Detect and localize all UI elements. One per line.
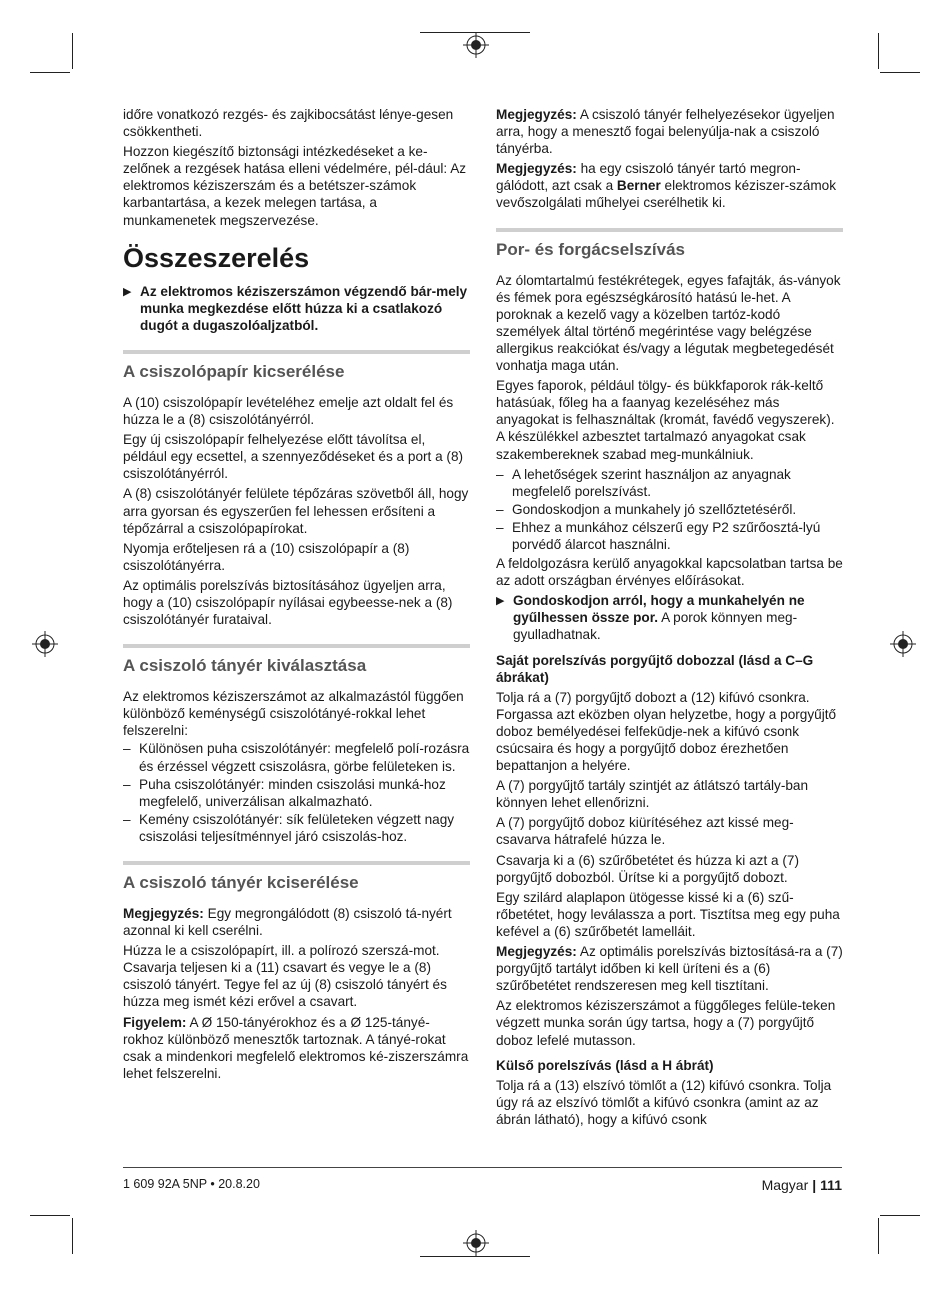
section-title: Összeszerelés — [123, 242, 310, 273]
registration-mark-icon — [463, 1230, 489, 1256]
crop-mark — [72, 1218, 73, 1254]
note-paragraph: Megjegyzés: Az optimális porelszívás biztosításá-ra a (7) porgyűjtő tartályt időben ki kell üríteni és a (6) szűrőbetétet rendszeresen meg kell tisztítani. — [496, 944, 843, 994]
paragraph: Az elektromos kéziszerszámot a függőleges felüle-teken végzett munka során úgy tartsa, hogy a (7) porgyűjtő doboz lefelé mutasson. — [496, 998, 836, 1048]
footer-separator: | — [812, 1177, 817, 1193]
subsection-heading: Külső porelszívás (lásd a H ábrát) — [496, 1057, 714, 1073]
safety-warning: ▶ Az elektromos kéziszerszámon végzendő bár-mely munka megkezdése előtt húzza ki a csatlakozó dugót a dugaszolóaljzatból. — [123, 283, 468, 333]
paragraph: Az elektromos kéziszerszámot az alkalmazástól függően különböző keménységű csiszolótányé-rokkal lehet felszerelni: — [123, 689, 464, 739]
list-item: – Puha csiszolótányér: minden csiszolási munká-hoz megfelelő, univerzálisan alkalmazható. — [123, 776, 446, 809]
list-item: – Gondoskodjon a munkahely jó szellőztetéséről. — [496, 501, 797, 517]
triangle-bullet-icon: ▶ — [496, 595, 505, 608]
crop-mark — [30, 1215, 70, 1216]
paragraph: A feldolgozásra kerülő anyagokkal kapcsolatban tartsa be az adott országban érvényes előírásokat. — [496, 556, 843, 589]
paragraph: Az optimális porelszívás biztosításához ügyeljen arra, hogy a (10) csiszolópapír nyílásai egybeesse-nek a (8) csiszolótányér furataival. — [123, 577, 453, 628]
section-heading: A csiszoló tányér kciserélése — [123, 861, 470, 893]
list-item: – Különösen puha csiszolótányér: megfelelő polí-rozásra és érzéssel végzett csiszolásra, görbe felületeken is. — [123, 741, 470, 774]
crop-mark — [880, 72, 920, 73]
paragraph: A (7) porgyűjtő tartály szintjét az átlátszó tartály-ban könnyen lehet ellenőrizni. — [496, 778, 809, 811]
registration-mark-icon — [32, 631, 58, 657]
registration-mark-icon — [463, 32, 489, 58]
list-item: – Kemény csiszolótányér: sík felületeken végzett nagy csiszolási teljesítménnyel járó csiszolás-hoz. — [123, 811, 455, 844]
note-paragraph: Megjegyzés: A csiszoló tányér felhelyezésekor ügyeljen arra, hogy a menesztő fogai belenyúlja-nak a csiszoló tányérba. — [496, 107, 835, 157]
crop-mark — [72, 33, 73, 69]
list-item: – Ehhez a munkához célszerű egy P2 szűrőosztá-lyú porvédő álarcot használni. — [496, 519, 821, 552]
paragraph: A (8) csiszolótányér felülete tépőzáras szövetből áll, hogy arra gyorsan és egyszerűen fel lehessen erősíteni a tépőzárral a csiszolópapírokat. — [123, 486, 469, 536]
intro-paragraph: időre vonatkozó rezgés- és zajkibocsátást lénye-gesen csökkentheti. — [123, 107, 454, 140]
crop-mark — [420, 1256, 530, 1257]
paragraph: A (10) csiszolópapír levételéhez emelje azt oldalt fel és húzza le a (8) csiszolótányérról. — [123, 394, 454, 428]
paragraph: Az ólomtartalmú festékrétegek, egyes fafajták, ás-ványok és fémek pora egészségkárosító hatású le-het. A poroknak a kezelő vagy a közelben tartóz-kodó személyek által történő megérintése vagy belégzése allergikus reakciókat és/vagy a légutak megbetegedését vonhatja maga után. — [496, 272, 841, 374]
paragraph: Tolja rá a (7) porgyűjtő dobozt a (12) kifúvó csonkra. Forgassa azt eközben olyan helyzetbe, hogy a porgyűjtő doboz bemélyedései felfekūdje-nek a kifúvó csonk csúcsaira és hogy a porgyűjtő doboz érezhetően bepattanjon a helyére. — [496, 689, 837, 774]
list-item: – A lehetőségek szerint használjon az anyagnak megfelelő porelszívást. — [496, 466, 791, 499]
triangle-bullet-icon: ▶ — [123, 285, 132, 298]
page-number: 111 — [820, 1177, 842, 1193]
attention-paragraph: Figyelem: A Ø 150-tányérokhoz és a Ø 125-tányé-rokhoz különböző menesztők tartoznak. A tányé-rokat csak a mindenkori megfelelő elektromos ké-ziszerszámra lehet felszerelni. — [123, 1014, 469, 1081]
intro-paragraph: Hozzon kiegészítő biztonsági intézkedéseket a ke-zelőnek a rezgések hatása elleni védelmére, pél-dául: Az elektromos kéziszerszám és a betétszer-számok karbantartása, a kezek melegen tartása, a munkamenetek megszervezése. — [123, 144, 467, 228]
section-heading: A csiszoló tányér kiválasztása — [123, 644, 470, 676]
doc-code: 1 609 92A 5NP • 20.8.20 — [123, 1177, 260, 1191]
crop-mark — [878, 33, 879, 69]
right-column — [496, 106, 843, 1131]
paragraph: Csavarja ki a (6) szűrőbetétet és húzza ki azt a (7) porgyűjtő dobozból. Ürítse ki a porgyűjtő dobozt. — [496, 852, 799, 885]
paragraph: A (7) porgyűjtő doboz kiürítéséhez azt kissé meg-csavarva hátrafelé húzza le. — [496, 815, 794, 848]
paragraph: Egyes faporok, például tölgy- és bükkfaporok rák-keltő hatásúak, főleg ha a faanyag kezeléséhez más anyagokat is felhasználtak (kromát, favédő vegyszerek). A készülékkel azbesztet tartalmazó anyagokat csak szakembereknek szabad meg-munkálniuk. — [496, 378, 835, 462]
page-footer — [762, 1177, 842, 1193]
paragraph: Húzza le a csiszolópapírt, ill. a polírozó szerszá-mot. Csavarja teljesen ki a (11) csavart és vegye le a (8) csiszoló tányért. Tegye fel az új (8) csiszoló tányért és húzza meg ismét kézi erővel a csavart. — [123, 943, 447, 1010]
crop-mark — [878, 1218, 879, 1254]
safety-warning: ▶ Gondoskodjon arról, hogy a munkahelyén ne gyűlhessen össze por. A porok könnyen meg-gyulladhatnak. — [496, 593, 805, 643]
note-paragraph: Megjegyzés: Egy megrongálódott (8) csiszoló tá-nyért azonnal ki kell cserélni. — [123, 906, 452, 939]
paragraph: Egy új csiszolópapír felhelyezése előtt távolítsa el, például egy ecsettel, a szennyeződéseket és a port a (8) csiszolótányérról. — [123, 432, 464, 482]
footer-rule — [123, 1167, 842, 1168]
crop-mark — [30, 72, 70, 73]
paragraph: Nyomja erőteljesen rá a (10) csiszolópapír a (8) csiszolótányérra. — [123, 540, 410, 573]
section-heading: A csiszolópapír kicserélése — [123, 350, 470, 382]
section-heading: Por- és forgácselszívás — [496, 228, 843, 260]
subsection-heading: Saját porelszívás porgyűjtő dobozzal (lásd a C–G ábrákat) — [496, 652, 814, 685]
note-paragraph: Megjegyzés: ha egy csiszoló tányér tartó megron-gálódott, azt csak a Berner elektromos kéziszer-számok vevőszolgálati műhelyei cserélhetik ki. — [496, 161, 837, 211]
left-column — [123, 106, 470, 1085]
crop-mark — [880, 1215, 920, 1216]
paragraph: Tolja rá a (13) elszívó tömlőt a (12) kifúvó csonkra. Tolja úgy rá az elszívó tömlőt a kifúvó csonkra (amint az az ábrán látható), hogy a kifúvó csonk — [496, 1077, 832, 1127]
registration-mark-icon — [890, 631, 916, 657]
paragraph: Egy szilárd alaplapon ütögesse kissé ki a (6) szű-rőbetétet, hogy leválassza a port. Tisztítsa meg egy puha kefével a (6) szűrőbetét lamelláit. — [496, 889, 840, 939]
language-label: Magyar — [761, 1177, 809, 1193]
